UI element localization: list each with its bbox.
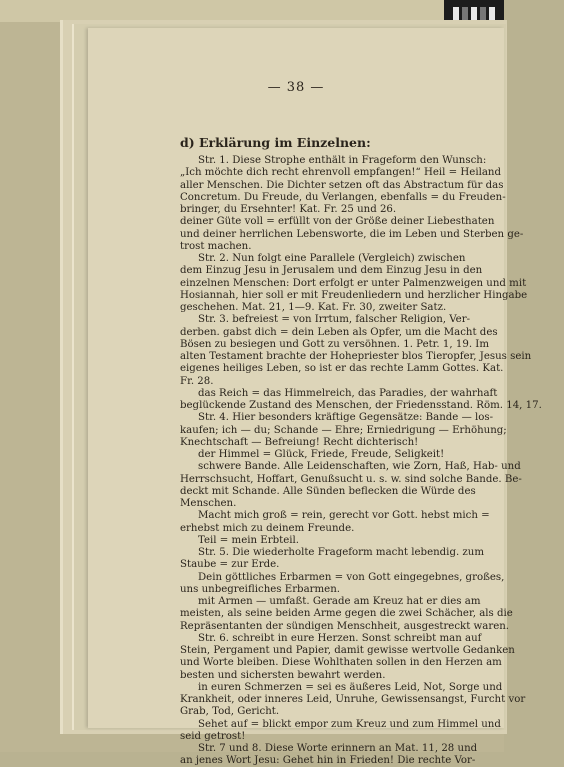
section-heading: d) Erklärung im Einzelnen:: [180, 135, 371, 150]
text-line: Str. 3. befreiest = von Irrtum, falscher Religion, Ver-: [198, 314, 471, 326]
text-line: Krankheit, oder inneres Leid, Unruhe, Gewissensangst, Furcht vor: [180, 694, 526, 705]
text-line: der Himmel = Glück, Friede, Freude, Seligkeit!: [198, 449, 445, 460]
text-line: in euren Schmerzen = sei es äußeres Leid, Not, Sorge und: [198, 681, 503, 693]
text-line: „Ich möchte dich recht ehrenvoll empfangen!“ Heil = Heiland: [180, 167, 502, 179]
scanner-band: [0, 0, 504, 22]
text-line: seid getrost!: [180, 730, 246, 742]
text-line: deiner Güte voll = erfüllt von der Größe deiner Liebesthaten: [180, 216, 495, 228]
text-line: eigenes heiliges Leben, so ist er das rechte Lamm Gottes. Kat.: [180, 363, 504, 375]
text-line: alten Testament brachte der Hohepriester blos Tieropfer, Jesus sein: [180, 351, 532, 362]
text-line: Repräsentanten der sündigen Menschheit, ausgestreckt waren.: [180, 620, 510, 632]
text-line: kaufen; ich — du; Schande — Ehre; Erniedrigung — Erhöhung;: [180, 424, 507, 436]
text-line: Grab, Tod, Gericht.: [180, 706, 280, 718]
text-line: das Reich = das Himmelreich, das Paradies, der wahrhaft: [198, 387, 498, 399]
text-line: dem Einzug Jesu in Jerusalem und dem Einzug Jesu in den: [180, 265, 483, 277]
text-line: Hosiannah, hier soll er mit Freudenliedern und herzlicher Hingabe: [180, 289, 528, 301]
text-line: Menschen.: [180, 498, 237, 509]
text-line: Str. 4. Hier besonders kräftige Gegensätze: Bande — los-: [198, 412, 494, 424]
text-line: Dein göttliches Erbarmen = von Gott eingegebnes, großes,: [198, 571, 505, 583]
text-line: Str. 7 und 8. Diese Worte erinnern an Mat. 11, 28 und: [198, 743, 478, 754]
text-line: und deiner herrlichen Lebensworte, die im Leben und Sterben ge-: [180, 228, 524, 240]
text-line: Fr. 28.: [180, 375, 214, 387]
text-line: deckt mit Schande. Alle Sünden beflecken die Würde des: [180, 485, 476, 497]
text-line: und Worte bleiben. Diese Wohlthaten sollen in den Herzen am: [180, 657, 502, 669]
text-line: einzelnen Menschen: Dort erfolgt er unter Palmenzweigen und mit: [180, 277, 527, 289]
text-line: Bösen zu besiegen und Gott zu versöhnen. 1. Petr. 1, 19. Im: [180, 338, 489, 350]
text-line: Herrschsucht, Hoffart, Genußsucht u. s. w. sind solche Bande. Be-: [180, 473, 522, 485]
text-line: Staube = zur Erde.: [180, 559, 280, 571]
text-line: Knechtschaft — Befreiung! Recht dichterisch!: [180, 436, 419, 448]
text-line: derben. gabst dich = dein Leben als Opfer, um die Macht des: [180, 326, 498, 338]
page-text: [88, 104, 542, 767]
text-line: Str. 2. Nun folgt eine Parallele (Vergleich) zwischen: [198, 253, 466, 264]
text-line: an jenes Wort Jesu: Gehet hin in Frieden! Die rechte Vor-: [180, 755, 476, 767]
text-line: beglückende Zustand des Menschen, der Friedensstand. Röm. 14, 17.: [180, 400, 542, 411]
text-line: Str. 1. Diese Strophe enthält in Frageform den Wunsch:: [198, 155, 487, 166]
text-line: schwere Bande. Alle Leidenschaften, wie Zorn, Haß, Hab- und: [198, 461, 521, 473]
page-number: — 38 —: [267, 80, 325, 95]
text-line: Teil = mein Erbteil.: [198, 534, 300, 546]
text-line: Sehet auf = blickt empor zum Kreuz und zum Himmel und: [198, 718, 501, 730]
text-line: Concretum. Du Freude, du Verlangen, ebenfalls = du Freuden-: [180, 191, 506, 203]
text-line: geschehen. Mat. 21, 1—9. Kat. Fr. 30, zweiter Satz.: [180, 302, 447, 313]
text-line: trost machen.: [180, 240, 252, 252]
text-line: uns unbegreifliches Erbarmen.: [180, 583, 341, 595]
text-line: Str. 5. Die wiederholte Frageform macht lebendig. zum: [198, 547, 485, 558]
text-line: Str. 6. schreibt in eure Herzen. Sonst schreibt man auf: [198, 632, 482, 644]
text-line: bringer, du Ersehnter! Kat. Fr. 25 und 26.: [180, 204, 397, 215]
text-line: Macht mich groß = rein, gerecht vor Gott. hebst mich =: [198, 510, 490, 522]
text-line: meisten, als seine beiden Arme gegen die zwei Schächer, als die: [180, 608, 513, 620]
text-line: erhebst mich zu deinem Freunde.: [180, 522, 355, 534]
text-line: besten und sichersten bewahrt werden.: [180, 669, 386, 681]
text-line: mit Armen — umfaßt. Gerade am Kreuz hat er dies am: [198, 596, 481, 607]
text-line: aller Menschen. Die Dichter setzen oft das Abstractum für das: [180, 179, 504, 191]
text-line: Stein, Pergament und Papier, damit gewisse wertvolle Gedanken: [180, 645, 515, 656]
book-page: [88, 28, 542, 767]
